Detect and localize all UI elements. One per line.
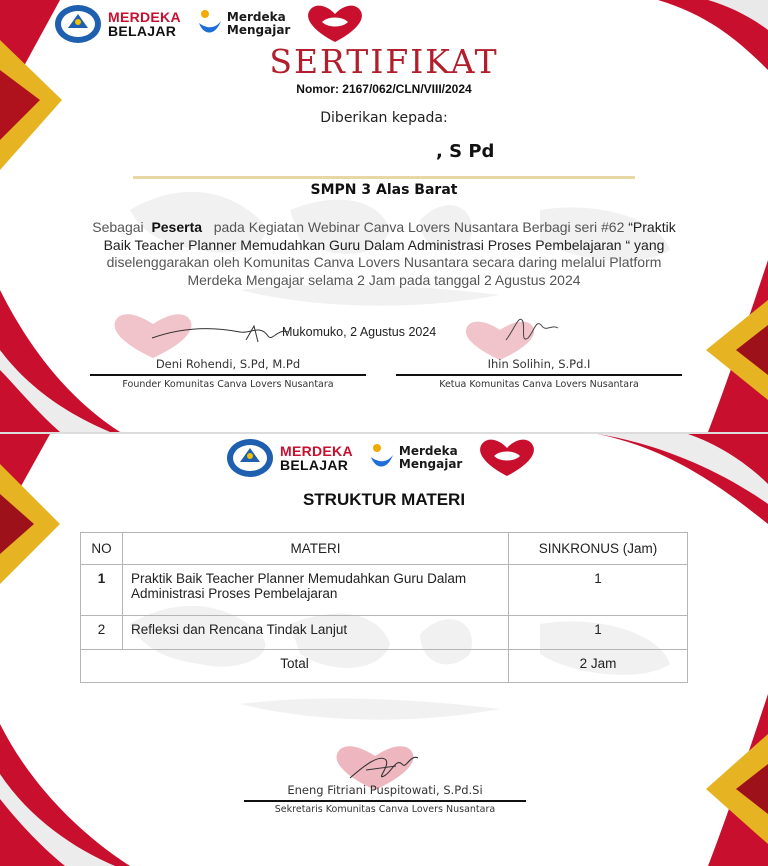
merdeka-mengajar-line2: Mengajar [226, 23, 291, 37]
merdeka-mengajar-icon [197, 9, 223, 39]
body-topic: “Praktik Baik Teacher Planner Memudahkan Guru Dalam Administrasi Proses Pembelajaran “ [103, 219, 676, 253]
kemdikbud-logo-icon-2 [226, 438, 274, 478]
signatory-2 [396, 357, 682, 390]
merdeka-mengajar-logo [197, 9, 290, 39]
merdeka-belajar-line2-2: BELAJAR [280, 457, 349, 473]
table-row [81, 616, 688, 650]
logo-bar [54, 4, 368, 44]
signatory-2-name: Ihin Solihin, S.Pd.I [487, 357, 591, 371]
ribbon-2-top-left [0, 434, 70, 604]
signatory-2-role: Ketua Komunitas Canva Lovers Nusantara [439, 379, 639, 390]
certificate-title: SERTIFIKAT [269, 42, 499, 81]
merdeka-belajar-line2: BELAJAR [108, 23, 177, 39]
table-header-row [81, 533, 688, 565]
certificate-page [0, 0, 768, 432]
total-label: Total [81, 650, 509, 683]
merdeka-mengajar-line1-2: Merdeka [398, 444, 458, 458]
row-2-no: 2 [81, 616, 123, 650]
signatory-3-role: Sekretaris Komunitas Canva Lovers Nusantara [274, 804, 496, 815]
row-1-jam: 1 [509, 565, 688, 616]
body-event: pada Kegiatan Webinar Canva Lovers Nusantara Berbagi seri #62 [213, 219, 625, 235]
body-rest: diselenggarakan oleh Komunitas Canva Lovers Nusantara secara daring melalui Platform Merdeka Mengajar selama 2 Jam pada tanggal 2 Agustus 2024 [106, 254, 662, 288]
row-1-materi: Praktik Baik Teacher Planner Memudahkan Guru Dalam Administrasi Proses Pembelajaran [123, 565, 509, 616]
ribbon-2-bottom-left [0, 724, 130, 866]
materials-table [80, 532, 688, 683]
ribbon-bottom-right [698, 260, 768, 432]
recipient-school: SMPN 3 Alas Barat [310, 182, 458, 198]
row-2-materi: Refleksi dan Rencana Tindak Lanjut [123, 616, 509, 650]
merdeka-belajar-line1: MERDEKA [108, 9, 181, 25]
structure-page [0, 434, 768, 866]
logo-bar-2 [226, 438, 540, 478]
total-value: 2 Jam [509, 650, 688, 683]
row-1-no: 1 [81, 565, 123, 616]
body-role: Peserta [151, 219, 203, 235]
row-2-jam: 1 [509, 616, 688, 650]
merdeka-belajar-line1-2: MERDEKA [280, 443, 353, 459]
merdeka-mengajar-line2-2: Mengajar [398, 457, 463, 471]
structure-title: STRUKTUR MATERI [302, 490, 466, 509]
table-total-row [81, 650, 688, 683]
given-to-label: Diberikan kepada: [320, 110, 448, 126]
canva-lovers-heart-logo-icon-2 [474, 438, 540, 478]
ribbon-2-top-right [598, 434, 768, 534]
signatory-1-role: Founder Komunitas Canva Lovers Nusantara [122, 379, 334, 390]
body-yang: yang [634, 236, 665, 253]
body-prefix: Sebagai [92, 219, 144, 235]
header-sinkronus: SINKRONUS (Jam) [509, 533, 688, 565]
signatory-3-line [244, 800, 526, 802]
header-materi: MATERI [123, 533, 509, 565]
signatory-1-name: Deni Rohendi, S.Pd, M.Pd [155, 357, 301, 371]
certificate-number: Nomor: 2167/062/CLN/VIII/2024 [296, 82, 472, 96]
signatory-1-line [90, 374, 366, 376]
merdeka-belajar-logo [108, 10, 181, 38]
signatory-2-line [396, 374, 682, 376]
signatory-3 [244, 783, 526, 815]
header-no: NO [81, 533, 123, 565]
signatory-1 [90, 357, 366, 390]
canva-lovers-heart-logo-icon [302, 4, 368, 44]
table-row [81, 565, 688, 616]
merdeka-mengajar-icon-2 [369, 443, 395, 473]
recipient-underline [133, 176, 635, 179]
merdeka-mengajar-logo-2 [369, 443, 462, 473]
ribbon-2-bottom-right [698, 694, 768, 866]
signatory-3-name: Eneng Fitriani Puspitowati, S.Pd.Si [287, 783, 483, 797]
recipient-name: , S Pd [436, 141, 495, 162]
merdeka-mengajar-line1: Merdeka [226, 10, 286, 24]
merdeka-belajar-logo-2 [280, 444, 353, 472]
certificate-body [90, 219, 678, 289]
kemdikbud-logo-icon [54, 4, 102, 44]
place-and-date: Mukomuko, 2 Agustus 2024 [282, 325, 437, 339]
signature-3-scribble [346, 744, 426, 788]
